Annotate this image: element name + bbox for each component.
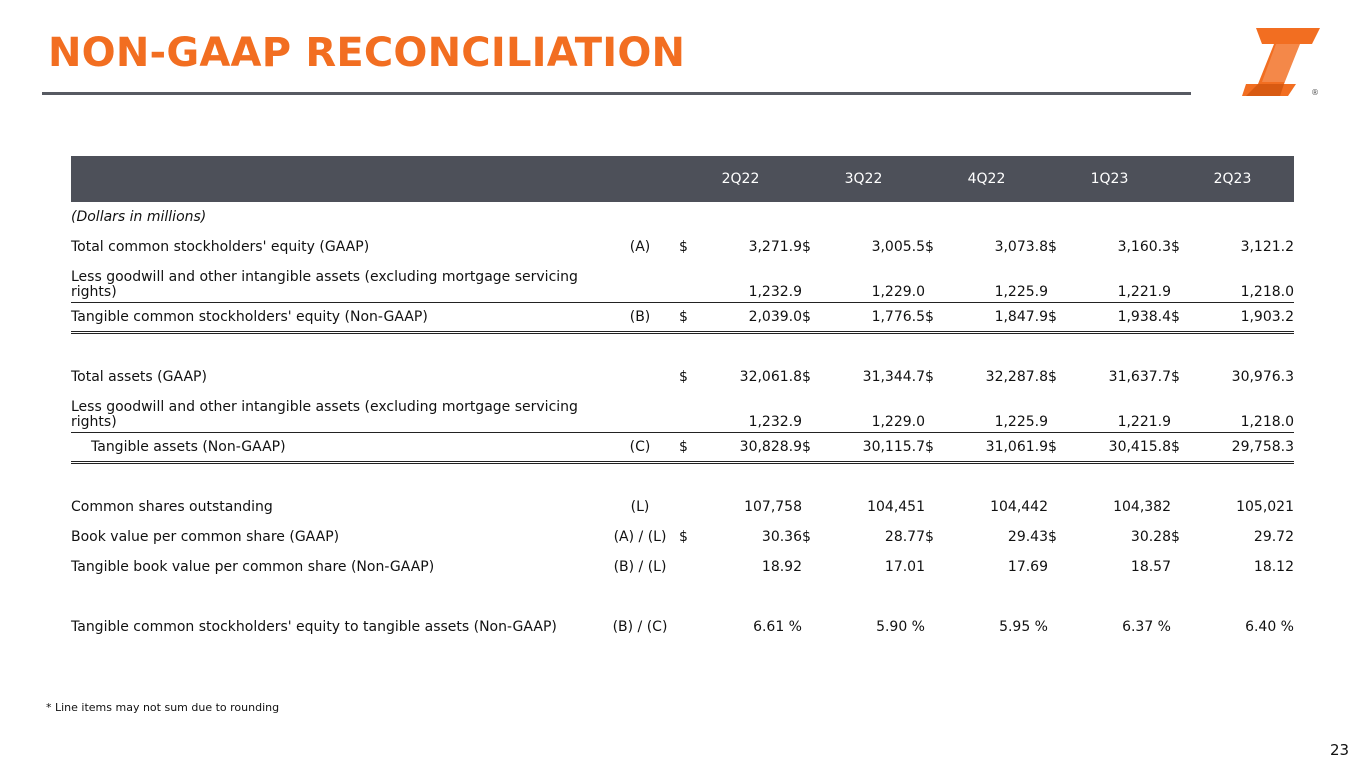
cell-value: 2,039.0 [695, 302, 802, 332]
row-label: Tangible common stockholders' equity to tangible assets (Non-GAAP) [71, 619, 557, 635]
currency-symbol [925, 612, 941, 642]
cell-value: 104,382 [1113, 499, 1171, 515]
cell-value: 28.77 [884, 529, 925, 545]
cell-value: 30.28 [1130, 529, 1171, 545]
cell-value: 18.12 [1253, 559, 1294, 575]
table-row [71, 392, 1294, 432]
currency-symbol: $ [679, 432, 695, 462]
row-ref: (C) [601, 432, 679, 462]
cell-value: 18.57 [1130, 559, 1171, 575]
header-ref-cell [601, 156, 679, 202]
currency-symbol [925, 492, 941, 522]
currency-symbol: $ [679, 302, 695, 332]
row-ref: (L) [630, 499, 650, 515]
cell-value: 107,758 [744, 499, 802, 515]
table-row [71, 522, 1294, 552]
row-ref: (B) / (L) [613, 559, 667, 575]
cell-value: 1,229.0 [818, 392, 925, 432]
cell-value: 32,287.8 [985, 369, 1048, 385]
currency-symbol: $ [1048, 529, 1057, 545]
row-label: Tangible common stockholders' equity (Non-GAAP) [71, 302, 601, 332]
registered-mark: ® [1311, 88, 1319, 97]
cell-value: 6.61 % [753, 619, 802, 635]
units-label: (Dollars in millions) [71, 209, 207, 225]
cell-value: 30,976.3 [1231, 369, 1294, 385]
cell-value: 3,005.5 [871, 239, 925, 255]
currency-symbol [802, 492, 818, 522]
currency-symbol: $ [925, 529, 934, 545]
page-number: 23 [1330, 741, 1350, 759]
cell-value: 30.36 [761, 529, 802, 545]
row-label: Tangible book value per common share (Non-GAAP) [71, 559, 435, 575]
cell-value: 5.90 % [876, 619, 925, 635]
currency-symbol [1048, 262, 1064, 302]
cell-value: 29.43 [1007, 529, 1048, 545]
currency-symbol [1171, 612, 1187, 642]
currency-symbol [925, 262, 941, 302]
currency-symbol: $ [802, 529, 811, 545]
cell-value: 1,221.9 [1064, 392, 1171, 432]
row-ref: (B) / (C) [612, 619, 668, 635]
row-label: Total common stockholders' equity (GAAP) [71, 239, 370, 255]
currency-symbol: $ [1171, 529, 1180, 545]
row-label: Tangible assets (Non-GAAP) [71, 432, 601, 462]
row-label: Book value per common share (GAAP) [71, 529, 340, 545]
cell-value: 1,225.9 [941, 262, 1048, 302]
table-row [71, 302, 1294, 332]
row-ref: (A) / (L) [613, 529, 667, 545]
currency-symbol: $ [1171, 432, 1187, 462]
cell-value: 30,828.9 [695, 432, 802, 462]
table-row [71, 232, 1294, 262]
cell-value: 104,451 [867, 499, 925, 515]
row-label: Total assets (GAAP) [71, 369, 207, 385]
currency-symbol [925, 552, 941, 582]
column-header-2q23: 2Q23 [1213, 171, 1252, 187]
currency-symbol: $ [679, 239, 688, 255]
cell-value: 31,061.9 [941, 432, 1048, 462]
row-label: Common shares outstanding [71, 499, 273, 515]
column-header-1q23: 1Q23 [1090, 171, 1129, 187]
units-row [71, 202, 1294, 232]
non-gaap-reconciliation-table [71, 156, 1294, 642]
cell-value: 1,776.5 [818, 302, 925, 332]
currency-symbol: $ [1048, 302, 1064, 332]
cell-value: 1,229.0 [818, 262, 925, 302]
row-ref: (A) [629, 239, 651, 255]
currency-symbol: $ [925, 302, 941, 332]
cell-value: 1,903.2 [1187, 302, 1294, 332]
currency-symbol [1171, 262, 1187, 302]
row-ref [601, 392, 679, 432]
cell-value: 105,021 [1236, 499, 1294, 515]
row-label: Less goodwill and other intangible assets (excluding mortgage servicing rights) [71, 392, 601, 432]
column-header-2q22: 2Q22 [721, 171, 760, 187]
currency-symbol [1171, 392, 1187, 432]
currency-symbol: $ [925, 369, 934, 385]
currency-symbol [679, 392, 695, 432]
cell-value: 29.72 [1253, 529, 1294, 545]
table-row [71, 262, 1294, 302]
currency-symbol [802, 552, 818, 582]
currency-symbol [1171, 552, 1187, 582]
cell-value: 3,073.8 [994, 239, 1048, 255]
currency-symbol [1048, 492, 1064, 522]
first-interstate-logo-icon [1240, 24, 1322, 100]
cell-value: 1,218.0 [1187, 392, 1294, 432]
cell-value: 17.01 [884, 559, 925, 575]
currency-symbol: $ [802, 369, 811, 385]
currency-symbol: $ [925, 432, 941, 462]
table-row [71, 432, 1294, 462]
cell-value: 1,847.9 [941, 302, 1048, 332]
currency-symbol [1171, 492, 1187, 522]
spacer-row [71, 582, 1294, 612]
cell-value: 1,225.9 [941, 392, 1048, 432]
currency-symbol [679, 262, 695, 302]
cell-value: 31,637.7 [1108, 369, 1171, 385]
cell-value: 17.69 [1007, 559, 1048, 575]
row-ref [601, 362, 679, 392]
currency-symbol: $ [679, 369, 688, 385]
cell-value: 1,221.9 [1064, 262, 1171, 302]
cell-value: 31,344.7 [862, 369, 925, 385]
currency-symbol [1048, 392, 1064, 432]
cell-value: 1,938.4 [1064, 302, 1171, 332]
row-label: Less goodwill and other intangible assets (excluding mortgage servicing rights) [71, 262, 601, 302]
currency-symbol: $ [679, 529, 688, 545]
currency-symbol: $ [925, 239, 934, 255]
currency-symbol: $ [1171, 302, 1187, 332]
currency-symbol: $ [1171, 369, 1180, 385]
currency-symbol: $ [1048, 239, 1057, 255]
currency-symbol: $ [802, 239, 811, 255]
header-label-cell [71, 156, 601, 202]
currency-symbol [802, 392, 818, 432]
cell-value: 5.95 % [999, 619, 1048, 635]
cell-value: 30,115.7 [818, 432, 925, 462]
cell-value: 6.40 % [1245, 619, 1294, 635]
footnote: * Line items may not sum due to rounding [46, 701, 280, 714]
row-ref [601, 262, 679, 302]
currency-symbol [1048, 552, 1064, 582]
table-row [71, 552, 1294, 582]
cell-value: 18.92 [761, 559, 802, 575]
currency-symbol [802, 262, 818, 302]
table-row [71, 492, 1294, 522]
spacer-row [71, 462, 1294, 492]
title-divider [42, 92, 1191, 95]
cell-value: 29,758.3 [1187, 432, 1294, 462]
table-header-row [71, 156, 1294, 202]
table-row [71, 612, 1294, 642]
currency-symbol: $ [1048, 369, 1057, 385]
cell-value: 1,232.9 [695, 262, 802, 302]
cell-value: 1,232.9 [695, 392, 802, 432]
column-header-3q22: 3Q22 [844, 171, 883, 187]
cell-value: 6.37 % [1122, 619, 1171, 635]
cell-value: 3,271.9 [748, 239, 802, 255]
currency-symbol [679, 612, 695, 642]
spacer-row [71, 332, 1294, 362]
currency-symbol [802, 612, 818, 642]
cell-value: 104,442 [990, 499, 1048, 515]
table-row [71, 362, 1294, 392]
currency-symbol: $ [1048, 432, 1064, 462]
cell-value: 30,415.8 [1064, 432, 1171, 462]
cell-value: 3,160.3 [1117, 239, 1171, 255]
currency-symbol [1048, 612, 1064, 642]
cell-value: 1,218.0 [1187, 262, 1294, 302]
page-title: NON-GAAP RECONCILIATION [48, 30, 686, 76]
currency-symbol [925, 392, 941, 432]
cell-value: 32,061.8 [739, 369, 802, 385]
currency-symbol [679, 552, 695, 582]
currency-symbol: $ [1171, 239, 1180, 255]
currency-symbol: $ [802, 302, 818, 332]
column-header-4q22: 4Q22 [967, 171, 1006, 187]
currency-symbol [679, 492, 695, 522]
cell-value: 3,121.2 [1240, 239, 1294, 255]
currency-symbol: $ [802, 432, 818, 462]
row-ref: (B) [601, 302, 679, 332]
